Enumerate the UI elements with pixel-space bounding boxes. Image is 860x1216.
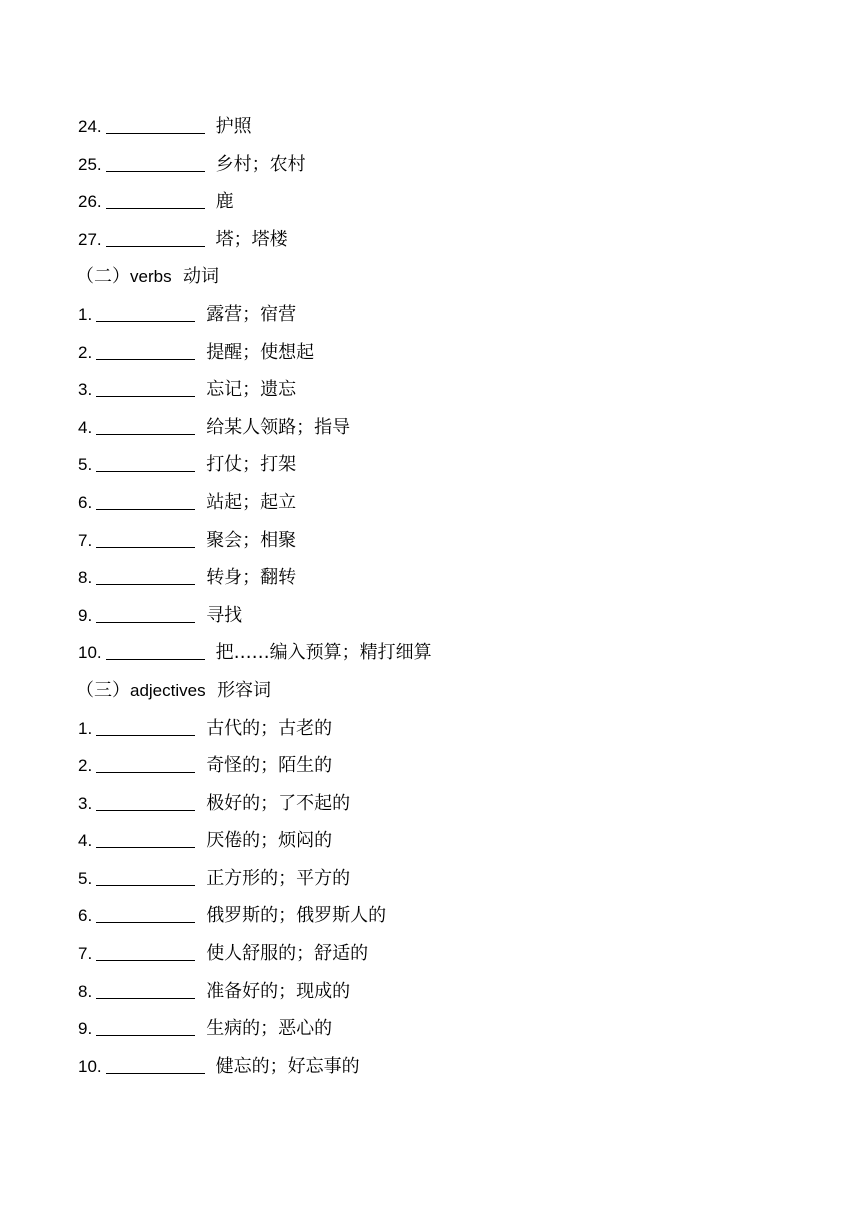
item-number: 1. — [78, 304, 93, 324]
item-number: 4. — [78, 831, 93, 851]
answer-blank[interactable] — [96, 771, 195, 773]
item-number: 4. — [78, 417, 93, 437]
item-meaning: 俄罗斯的；俄罗斯人的 — [206, 905, 387, 927]
list-item — [78, 446, 778, 484]
list-item — [78, 935, 778, 973]
list-item — [78, 559, 778, 597]
answer-blank[interactable] — [96, 546, 195, 548]
item-meaning: 提醒；使想起 — [206, 341, 315, 363]
item-meaning: 聚会；相聚 — [206, 529, 297, 551]
item-meaning: 转身；翻转 — [206, 567, 297, 589]
list-item — [78, 484, 778, 522]
item-meaning: 乡村；农村 — [215, 153, 306, 175]
item-number: 5. — [78, 455, 93, 475]
list-item — [78, 1010, 778, 1048]
item-meaning: 奇怪的；陌生的 — [206, 755, 333, 777]
answer-blank[interactable] — [96, 583, 195, 585]
item-number: 27. — [78, 229, 102, 249]
answer-blank[interactable] — [96, 959, 195, 961]
list-item — [78, 822, 778, 860]
item-meaning: 给某人领路；指导 — [206, 416, 351, 438]
item-number: 26. — [78, 192, 102, 212]
list-item — [78, 296, 778, 334]
answer-blank[interactable] — [96, 320, 195, 322]
list-item — [78, 860, 778, 898]
list-item — [78, 183, 778, 221]
item-number: 24. — [78, 117, 102, 136]
item-number: 8. — [78, 981, 93, 1001]
item-number: 6. — [78, 492, 93, 512]
item-meaning: 准备好的；现成的 — [206, 980, 351, 1002]
list-item — [78, 634, 778, 672]
answer-blank[interactable] — [106, 658, 205, 660]
item-meaning: 古代的；古老的 — [206, 717, 333, 739]
item-number: 25. — [78, 154, 102, 174]
list-item — [78, 1048, 778, 1086]
answer-blank[interactable] — [96, 1034, 195, 1036]
answer-blank[interactable] — [106, 207, 205, 209]
item-number: 2. — [78, 756, 93, 776]
answer-blank[interactable] — [96, 734, 195, 736]
list-item — [78, 785, 778, 823]
answer-blank[interactable] — [96, 621, 195, 623]
answer-blank[interactable] — [96, 846, 195, 848]
answer-blank[interactable] — [96, 395, 195, 397]
item-number: 10. — [78, 643, 102, 663]
list-item — [78, 334, 778, 372]
item-meaning: 露营；宿营 — [206, 303, 297, 325]
item-number: 1. — [78, 718, 93, 738]
worksheet — [78, 108, 778, 1085]
answer-blank[interactable] — [96, 433, 195, 435]
list-item — [78, 597, 778, 635]
heading-prefix: （二） — [76, 266, 130, 288]
heading-english: verbs — [130, 267, 172, 287]
item-meaning: 鹿 — [215, 191, 234, 213]
item-number: 9. — [78, 605, 93, 625]
item-meaning: 塔；塔楼 — [215, 228, 288, 250]
list-item — [78, 409, 778, 447]
section-heading-adjectives — [76, 672, 778, 710]
item-number: 10. — [78, 1056, 102, 1076]
item-number: 3. — [78, 380, 93, 400]
list-item — [78, 522, 778, 560]
item-meaning: 使人舒服的；舒适的 — [206, 943, 369, 965]
item-meaning: 正方形的；平方的 — [206, 867, 351, 889]
list-item — [78, 221, 778, 259]
section-heading-verbs — [76, 258, 778, 296]
item-number: 3. — [78, 793, 93, 813]
list-item — [78, 973, 778, 1011]
answer-blank[interactable] — [106, 132, 205, 134]
item-meaning: 极好的；了不起的 — [206, 792, 351, 814]
list-item — [78, 710, 778, 748]
heading-english: adjectives — [130, 680, 206, 700]
item-meaning: 打仗；打架 — [206, 454, 297, 476]
item-meaning: 忘记；遗忘 — [206, 379, 297, 401]
answer-blank[interactable] — [96, 884, 195, 886]
item-number: 2. — [78, 342, 93, 362]
item-meaning: 站起；起立 — [206, 491, 297, 513]
heading-prefix: （三） — [76, 679, 130, 701]
item-number: 7. — [78, 944, 93, 964]
list-item — [78, 747, 778, 785]
item-meaning: 厌倦的；烦闷的 — [206, 830, 333, 852]
answer-blank[interactable] — [106, 170, 205, 172]
answer-blank[interactable] — [106, 245, 205, 247]
list-item — [78, 371, 778, 409]
item-meaning: 护照 — [215, 116, 252, 137]
item-meaning: 把……编入预算；精打细算 — [215, 642, 432, 664]
item-number: 8. — [78, 568, 93, 588]
answer-blank[interactable] — [96, 358, 195, 360]
answer-blank[interactable] — [96, 809, 195, 811]
answer-blank[interactable] — [106, 1072, 205, 1074]
answer-blank[interactable] — [96, 997, 195, 999]
item-number: 9. — [78, 1019, 93, 1039]
item-meaning: 健忘的；好忘事的 — [215, 1055, 360, 1077]
item-number: 7. — [78, 530, 93, 550]
heading-chinese: 动词 — [183, 266, 220, 288]
item-number: 6. — [78, 906, 93, 926]
list-item — [78, 108, 778, 146]
list-item — [78, 146, 778, 184]
answer-blank[interactable] — [96, 921, 195, 923]
item-meaning: 生病的；恶心的 — [206, 1018, 333, 1040]
item-meaning: 寻找 — [206, 604, 243, 626]
heading-chinese: 形容词 — [217, 679, 272, 701]
list-item — [78, 897, 778, 935]
item-number: 5. — [78, 868, 93, 888]
answer-blank[interactable] — [96, 508, 195, 510]
answer-blank[interactable] — [96, 470, 195, 472]
